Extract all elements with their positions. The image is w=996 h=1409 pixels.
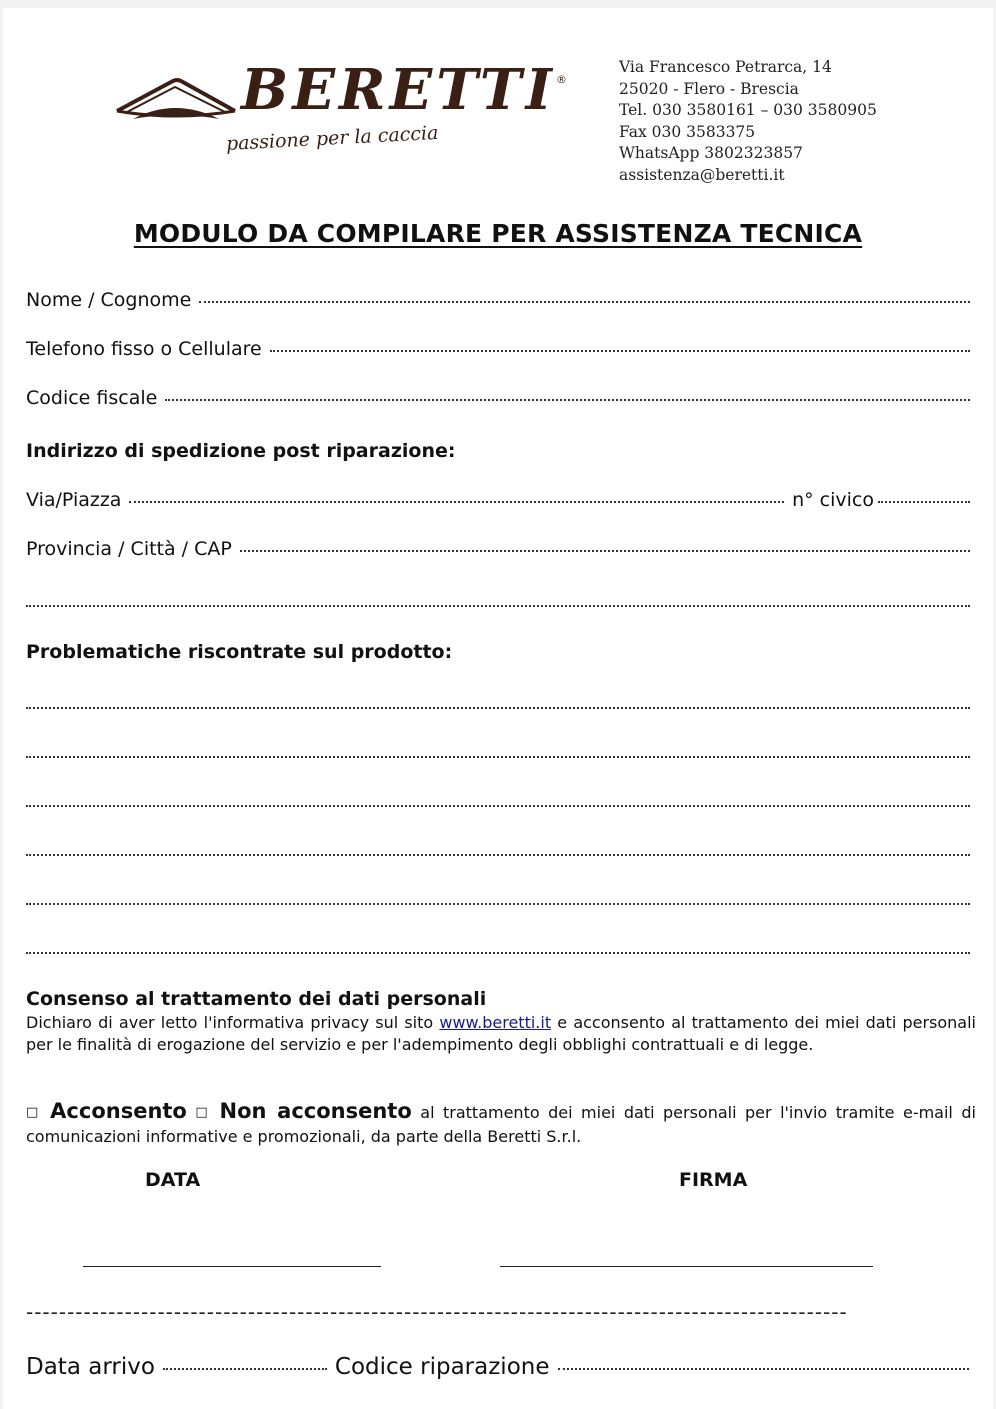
brand-tagline: passione per la caccia — [225, 121, 439, 155]
disagree-checkbox[interactable]: □ — [195, 1105, 212, 1120]
problem-line[interactable] — [26, 805, 970, 807]
registered-mark: ® — [556, 73, 567, 86]
phone-field[interactable] — [26, 338, 972, 364]
problem-line[interactable] — [26, 854, 970, 856]
shipping-section-heading: Indirizzo di spedizione post riparazione: — [26, 440, 456, 462]
signature-line[interactable] — [500, 1266, 873, 1267]
civic-label: n° civico — [792, 489, 874, 511]
problem-line[interactable] — [26, 903, 970, 905]
marketing-consent-text: al trattamento dei miei dati personali per l'invio tramite e-mail di comunicazioni informative e promozionali, da parte della Beretti S.r.l. — [26, 1103, 976, 1146]
name-field[interactable] — [26, 289, 972, 315]
company-address — [619, 57, 949, 186]
consent-paragraph — [26, 1012, 976, 1056]
arrival-date-label: Data arrivo — [26, 1354, 155, 1380]
phone-fill-line[interactable] — [270, 350, 970, 352]
office-use-row — [26, 1354, 971, 1384]
address-fax: Fax 030 3583375 — [619, 122, 756, 141]
date-label: DATA — [145, 1169, 201, 1191]
problem-line[interactable] — [26, 756, 970, 758]
address-extra-line[interactable] — [26, 605, 970, 607]
repair-code-label: Codice riparazione — [334, 1354, 550, 1380]
office-separator: ---------------------------------------------------------------------------------------------------- — [26, 1300, 848, 1324]
province-fill-line[interactable] — [240, 550, 970, 552]
privacy-link[interactable]: www.beretti.it — [439, 1013, 552, 1032]
form-title: MODULO DA COMPILARE PER ASSISTENZA TECNICA — [133, 219, 863, 248]
beretti-logo — [113, 57, 593, 170]
repair-code-fill-line[interactable] — [558, 1368, 970, 1370]
marketing-consent — [26, 1099, 976, 1149]
address-city: 25020 - Flero - Brescia — [619, 79, 799, 98]
tax-code-label: Codice fiscale — [26, 387, 158, 409]
arrival-date-fill-line[interactable] — [163, 1368, 327, 1370]
tax-code-field[interactable] — [26, 387, 972, 413]
address-whatsapp: WhatsApp 3802323857 — [619, 144, 803, 162]
province-label: Provincia / Città / CAP — [26, 538, 232, 560]
date-signature-line[interactable] — [83, 1266, 381, 1267]
problems-section-heading: Problematiche riscontrate sul prodotto: — [26, 641, 453, 663]
phone-label: Telefono fisso o Cellulare — [26, 338, 262, 360]
civic-fill-line[interactable] — [878, 501, 970, 503]
address-street: Via Francesco Petrarca, 14 — [619, 58, 832, 76]
consent-text-after: e acconsento al trattamento dei miei dati personali per le finalità di erogazione del servizio e per l'adempimento degli obblighi contrattuali e di legge. — [26, 1013, 976, 1054]
tax-code-fill-line[interactable] — [165, 399, 970, 401]
street-label: Via/Piazza — [26, 489, 122, 511]
disagree-label: Non acconsento — [219, 1099, 412, 1123]
logo-arch-icon — [113, 75, 238, 135]
address-phone: Tel. 030 3580161 – 030 3580905 — [619, 101, 877, 119]
form-page — [3, 8, 993, 1409]
problem-line[interactable] — [26, 952, 970, 954]
address-email: assistenza@beretti.it — [619, 165, 785, 184]
agree-label: Acconsento — [50, 1099, 187, 1123]
street-field[interactable] — [26, 489, 972, 515]
province-field[interactable] — [26, 538, 972, 564]
name-label: Nome / Cognome — [26, 289, 192, 311]
signature-label: FIRMA — [679, 1169, 748, 1191]
agree-checkbox[interactable]: □ — [26, 1105, 42, 1120]
street-fill-line[interactable] — [129, 501, 784, 503]
name-fill-line[interactable] — [199, 301, 970, 303]
consent-heading: Consenso al trattamento dei dati personali — [26, 988, 487, 1010]
consent-text-before: Dichiaro di aver letto l'informativa privacy sul sito — [26, 1013, 440, 1032]
brand-name: BERETTI — [241, 57, 556, 123]
problem-line[interactable] — [26, 707, 970, 709]
